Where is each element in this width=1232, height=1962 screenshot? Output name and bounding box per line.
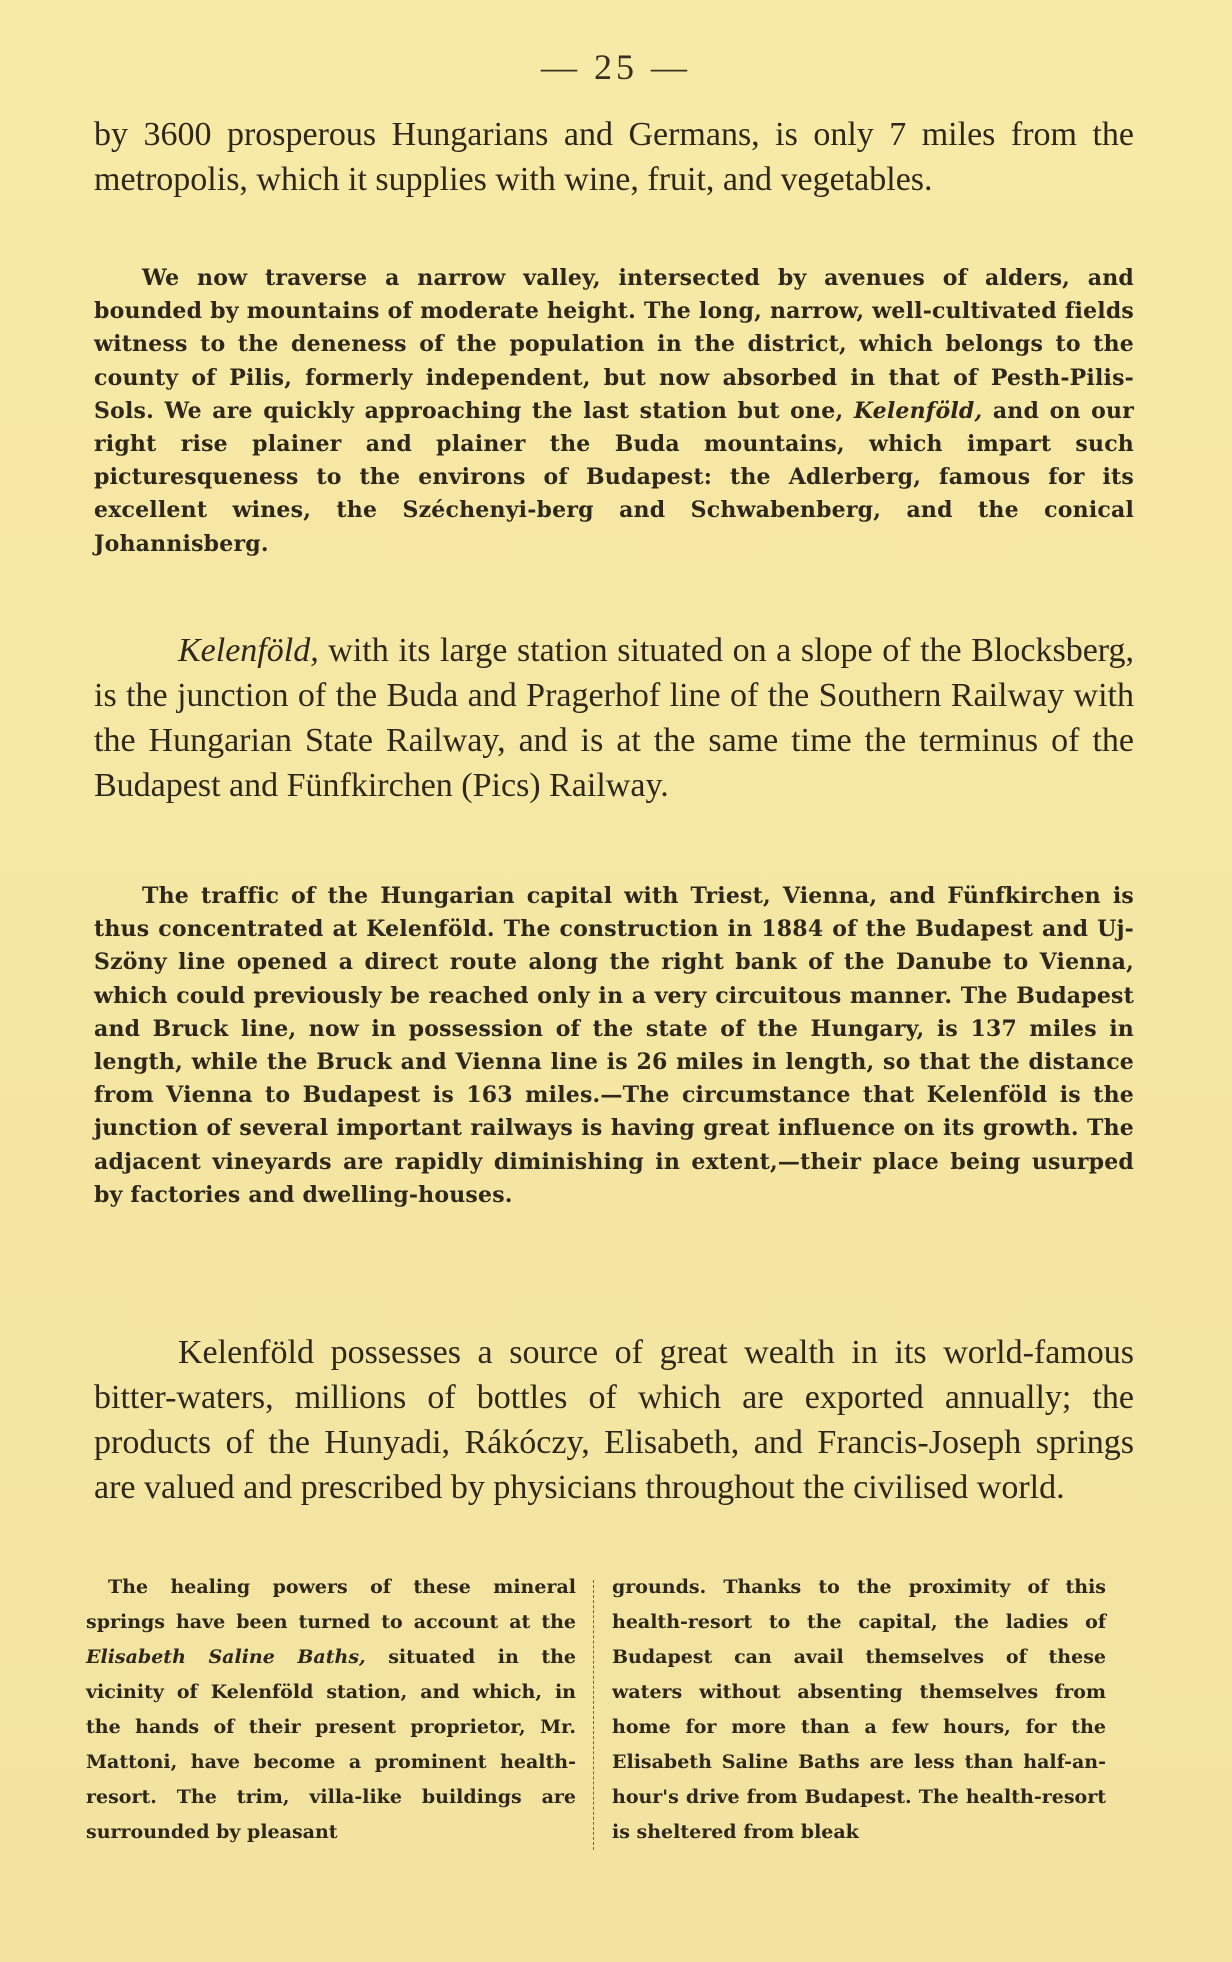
paragraph-traffic-text: The traffic of the Hungarian capital with Triest, Vienna, and Fünfkirchen is thus concentrated at Kelenföld. The construction in 1884 of the Budapest and Uj-Szöny line opened a direct route along the right bank of the Danube to Vienna, which could previously be reached only in a very circuitous manner. The Budapest and Bruck line, now in possession of the state of the Hungary, is 137 miles in length, while the Bruck and Vienna line is 26 miles in length, so that the distance from Vienna to Budapest is 163 miles.—The circumstance that Kelenföld is the junction of several important railways is having great influence on its growth. The adjacent vineyards are rapidly diminishing in extent,—their place being usurped by factories and dwelling-houses. (94, 883, 1134, 1208)
paragraph-valley (94, 262, 1134, 561)
page-number: — 25 — (541, 47, 691, 87)
kelenfold-station-name: Kelenföld, (853, 397, 983, 424)
paragraph-valley-rest: and on our right rise plainer and plainer the Buda mountains, which impart such picturesqueness to the environs of Budapest: the Adlerberg, famous for its excellent wines, the Széchenyi-berg and Schwabenberg, and the conical Johannisberg. (94, 397, 1134, 557)
paragraph-continuation-text: by 3600 prosperous Hungarians and Germans, is only 7 miles from the metropolis, which it supplies with wine, fruit, and vegetables. (94, 116, 1134, 198)
left-column-before: The healing powers of these mineral springs have been turned to account at the (86, 1576, 576, 1633)
elisabeth-saline-baths-name: Elisabeth Saline Baths, (86, 1646, 366, 1668)
left-column-text (86, 1570, 576, 1850)
right-column (612, 1570, 1106, 1850)
column-divider (593, 1580, 594, 1850)
kelenfold-heading-name: Kelenföld, (178, 632, 319, 669)
left-column (86, 1570, 576, 1850)
right-column-text: grounds. Thanks to the proximity of this health-resort to the capital, the ladies of Budapest can avail themselves of these waters without absenting themselves from home for more than a few hours, for the Elisabeth Saline Baths are less than half-an-hour's drive from Budapest. The health-resort is sheltered from bleak (612, 1576, 1106, 1843)
paragraph-kelenfold-junction (94, 628, 1134, 808)
paragraph-traffic (94, 880, 1134, 1212)
paragraph-continuation (94, 112, 1134, 202)
left-column-after: situated in the vicinity of Kelenföld station, and which, in the hands of their present proprietor, Mr. Mattoni, have become a prominent health-resort. The trim, villa-like buildings are surrounded by pleasant (86, 1646, 577, 1843)
paragraph-bitter-waters-text: Kelenföld possesses a source of great wealth in its world-famous bitter-waters, millions of bottles of which are exported annually; the products of the Hunyadi, Rákóczy, Elisabeth, and Francis-Joseph springs are valued and prescribed by physicians throughout the civilised world. (94, 1334, 1134, 1506)
paragraph-bitter-waters (94, 1330, 1134, 1510)
paragraph-kelenfold-junction-text: with its large station situated on a slope of the Blocksberg, is the junction of the Buda and Pragerhof line of the Southern Railway with the Hungarian State Railway, and is at the same time the terminus of the Budapest and Fünfkirchen (Pics) Railway. (94, 632, 1134, 804)
paragraph-valley-text: We now traverse a narrow valley, intersected by avenues of alders, and bounded by mountains of moderate height. The long, narrow, well-cultivated fields witness to the deneness of the population in the district, which belongs to the county of Pilis, formerly independent, but now absorbed in that of Pesth-Pilis-Sols. We are quickly approaching the last station but one, (94, 265, 1134, 424)
